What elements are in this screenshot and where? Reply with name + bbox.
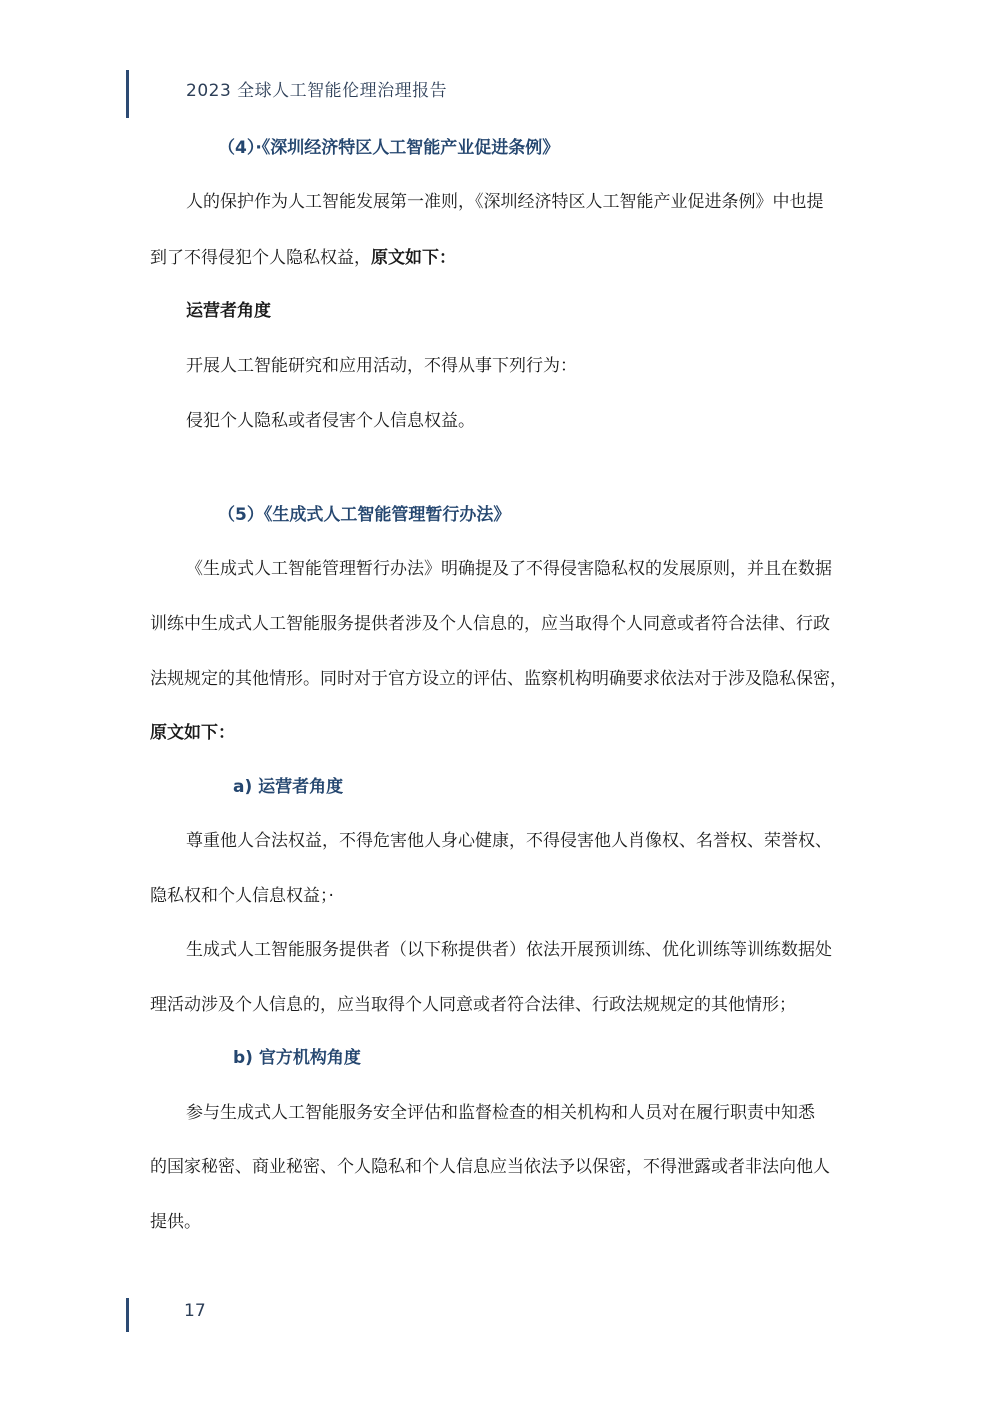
- section-4-para-2: 侵犯个人隐私或者侵害个人信息权益。: [186, 411, 475, 431]
- agency-para-line-2: 的国家秘密、商业秘密、个人隐私和个人信息应当依法予以保密，不得泄露或者非法向他人: [150, 1157, 830, 1177]
- operator-para-1-line-1: 尊重他人合法权益，不得危害他人身心健康，不得侵害他人肖像权、名誉权、荣誉权、: [186, 831, 832, 851]
- section-4-intro-line-2-text: 到了不得侵犯个人隐私权益，: [150, 248, 371, 268]
- agency-para-line-3: 提供。: [150, 1212, 201, 1232]
- report-title: 2023 全球人工智能伦理治理报告: [186, 81, 448, 101]
- operator-para-2-line-2: 理活动涉及个人信息的，应当取得个人同意或者符合法律、行政法规规定的其他情形；: [150, 995, 796, 1015]
- section-4-original-text-label: 原文如下：: [371, 248, 456, 268]
- agency-para-line-1: 参与生成式人工智能服务安全评估和监督检查的相关机构和人员对在履行职责中知悉: [186, 1103, 815, 1123]
- section-5-heading: （5）《生成式人工智能管理暂行办法》: [218, 505, 511, 525]
- section-4-intro-line-2: [150, 247, 456, 269]
- section-4-subheading: 运营者角度: [186, 301, 271, 321]
- operator-para-1-line-2: 隐私权和个人信息权益；·: [150, 886, 334, 906]
- section-5-intro-line-2: 训练中生成式人工智能服务提供者涉及个人信息的，应当取得个人同意或者符合法律、行政: [150, 614, 830, 634]
- section-4-para-1: 开展人工智能研究和应用活动，不得从事下列行为：: [186, 356, 577, 376]
- section-4-intro-line-1: 人的保护作为人工智能发展第一准则，《深圳经济特区人工智能产业促进条例》中也提: [186, 192, 824, 212]
- section-5-original-text-label: 原文如下：: [150, 723, 235, 743]
- page-number: 17: [184, 1301, 206, 1321]
- header-accent-bar: [126, 70, 129, 118]
- operator-para-2-line-1: 生成式人工智能服务提供者（以下称提供者）依法开展预训练、优化训练等训练数据处: [186, 940, 832, 960]
- section-5-intro-line-3: 法规规定的其他情形。同时对于官方设立的评估、监察机构明确要求依法对于涉及隐私保密，: [150, 669, 847, 689]
- footer-accent-bar: [126, 1298, 129, 1332]
- section-5-intro-line-1: 《生成式人工智能管理暂行办法》明确提及了不得侵害隐私权的发展原则，并且在数据: [186, 559, 832, 579]
- subheading-operator-perspective: a) 运营者角度: [233, 777, 344, 797]
- section-4-heading: （4）·《深圳经济特区人工智能产业促进条例》: [218, 138, 560, 158]
- subheading-official-agency-perspective: b) 官方机构角度: [233, 1048, 361, 1068]
